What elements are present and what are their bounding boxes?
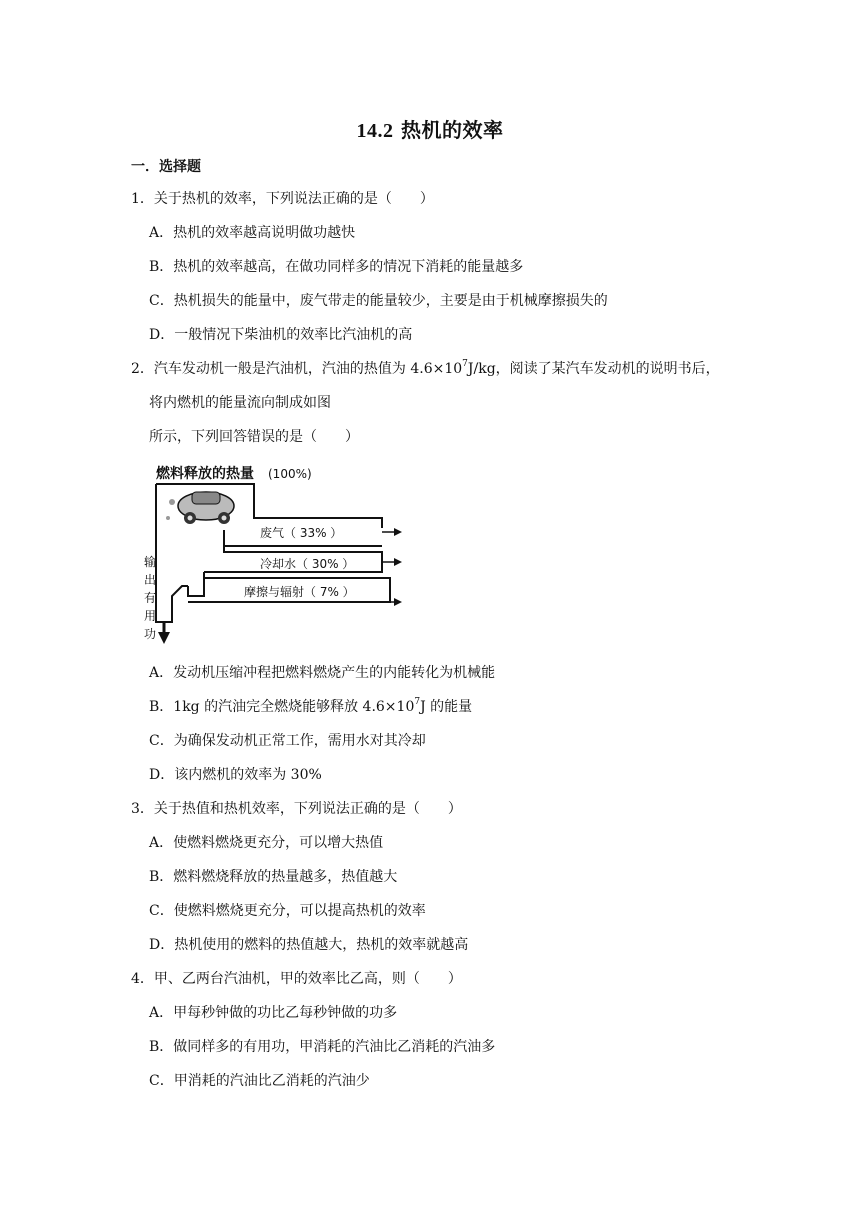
q2-option-b-part-1: B．1kg 的汽油完全燃烧能够释放 4.6×10 [149,699,415,715]
diagram-title-percent: (100%) [268,467,312,481]
friction-arrow [394,598,402,606]
page-title [0,114,860,143]
q2-stem-exponent: 7 [462,359,468,370]
q2-stem-part-1: 2．汽车发动机一般是汽油机，汽油的热值为 4.6×10 [131,361,463,377]
q1-option-a: A．热机的效率越高说明做功越快 [149,225,356,241]
q2-stem-part-2: J/kg，阅读了某汽车发动机的说明书后， [467,361,720,377]
coolant-label: 冷却水（ 30% ） [260,557,355,571]
car-illustration [166,492,234,524]
useful-work-char-4: 用 [144,609,157,623]
q1-option-d: D．一般情况下柴油机的效率比汽油机的高 [149,327,413,343]
q3-option-d: D．热机使用的燃料的热值越大，热机的效率就越高 [149,937,469,953]
exhaust-label: 废气（ 33% ） [260,526,343,540]
q3-stem: 3．关于热值和热机效率，下列说法正确的是（ ） [131,801,462,817]
coolant-arrow [394,558,402,566]
q2-option-b-part-2: J 的能量 [420,699,473,715]
q2-option-b-exponent: 7 [414,697,421,708]
q1-option-b: B．热机的效率越高，在做功同样多的情况下消耗的能量越多 [149,259,524,275]
friction-label: 摩擦与辐射（ 7% ） [244,585,355,599]
q2-stem-line-3: 所示，下列回答错误的是（ ） [149,429,359,445]
title-text: 热机的效率 [400,118,504,142]
useful-work-char-3: 有 [144,591,157,605]
useful-work-char-2: 出 [144,573,157,587]
q2-stem-line-2: 将内燃机的能量流向制成如图 [149,395,331,411]
q2-option-c: C．为确保发动机正常工作，需用水对其冷却 [149,733,426,749]
title-number: 14.2 [356,120,394,142]
q3-option-a: A．使燃料燃烧更充分，可以增大热值 [149,835,384,851]
useful-work-char-5: 功 [144,627,157,641]
useful-work-char-1: 输 [144,555,157,569]
q1-option-c: C．热机损失的能量中，废气带走的能量较少，主要是由于机械摩擦损失的 [149,293,608,309]
q4-option-c: C．甲消耗的汽油比乙消耗的汽油少 [149,1073,370,1089]
q2-option-a: A．发动机压缩冲程把燃料燃烧产生的内能转化为机械能 [149,665,496,681]
q4-option-b: B．做同样多的有用功，甲消耗的汽油比乙消耗的汽油多 [149,1039,496,1055]
q3-option-c: C．使燃料燃烧更充分，可以提高热机的效率 [149,903,426,919]
q3-option-b: B．燃料燃烧释放的热量越多，热值越大 [149,869,398,885]
q2-option-d: D．该内燃机的效率为 30% [149,767,322,783]
q4-stem: 4．甲、乙两台汽油机，甲的效率比乙高，则（ ） [131,971,462,987]
q2-stem [131,360,720,378]
q4-option-a: A．甲每秒钟做的功比乙每秒钟做的功多 [149,1005,398,1021]
exhaust-arrow [394,528,402,536]
section-heading: 一．选择题 [131,159,201,175]
q2-option-b [149,698,472,716]
energy-flow-diagram [144,462,414,647]
diagram-title: 燃料释放的热量 [156,466,254,482]
q1-stem: 1．关于热机的效率，下列说法正确的是（ ） [131,191,434,207]
useful-work-arrow [158,632,170,644]
